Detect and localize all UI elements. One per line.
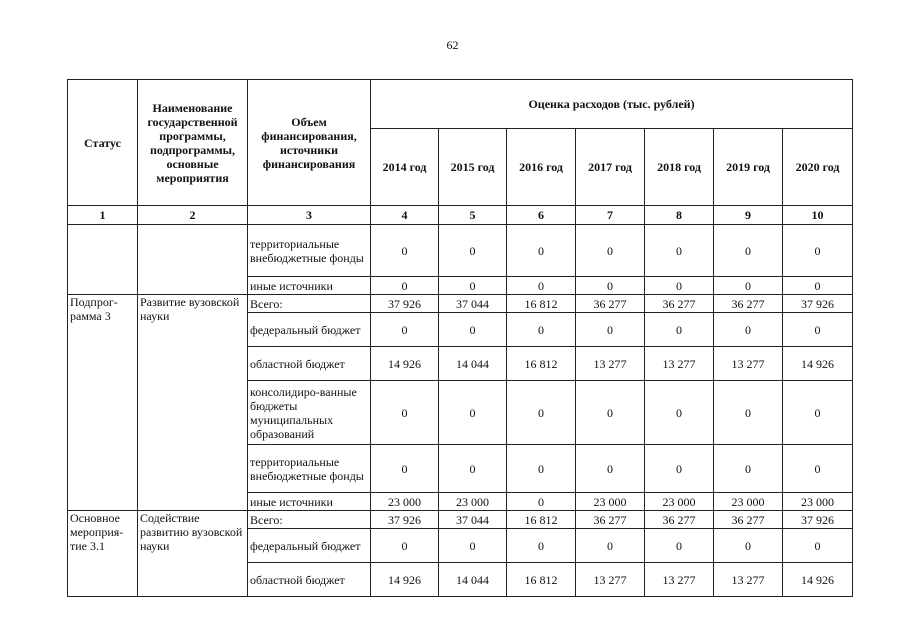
value-cell: 0: [714, 225, 783, 277]
value-cell: 13 277: [714, 347, 783, 381]
source-cell: иные источники: [248, 493, 371, 511]
value-cell: 0: [507, 277, 576, 295]
budget-table: [67, 79, 853, 597]
value-cell: 14 926: [783, 563, 853, 597]
value-cell: 0: [714, 313, 783, 347]
value-cell: 0: [783, 277, 853, 295]
table-header: [68, 80, 853, 225]
source-cell: иные источники: [248, 277, 371, 295]
value-cell: 37 926: [371, 511, 439, 529]
value-cell: 37 044: [439, 295, 507, 313]
source-cell: территориальные внебюджетные фонды: [248, 225, 371, 277]
value-cell: 0: [507, 445, 576, 493]
column-number: 6: [507, 206, 576, 225]
value-cell: 0: [645, 225, 714, 277]
source-cell: консолидиро-ванные бюджеты муниципальных образований: [248, 381, 371, 445]
source-cell: областной бюджет: [248, 347, 371, 381]
page-number: 62: [446, 38, 459, 52]
value-cell: 0: [576, 445, 645, 493]
value-cell: 0: [507, 493, 576, 511]
value-cell: 14 926: [371, 563, 439, 597]
value-cell: 37 044: [439, 511, 507, 529]
program-name-cell: Содействие развитию вузовской науки: [138, 511, 248, 597]
header-year: 2019 год: [714, 129, 783, 206]
status-cell: [68, 225, 138, 295]
value-cell: 0: [645, 277, 714, 295]
value-cell: 37 926: [783, 295, 853, 313]
value-cell: 0: [371, 277, 439, 295]
value-cell: 16 812: [507, 563, 576, 597]
header-financing-volume: Объем финансирования, источники финансирования: [248, 80, 371, 206]
value-cell: 0: [576, 313, 645, 347]
value-cell: 36 277: [645, 511, 714, 529]
value-cell: 13 277: [576, 347, 645, 381]
header-year: 2020 год: [783, 129, 853, 206]
value-cell: 36 277: [576, 511, 645, 529]
value-cell: 0: [439, 445, 507, 493]
value-cell: 0: [371, 381, 439, 445]
value-cell: 16 812: [507, 511, 576, 529]
value-cell: 0: [371, 313, 439, 347]
status-cell: Подпрог-рамма 3: [68, 295, 138, 511]
value-cell: 14 044: [439, 563, 507, 597]
value-cell: 0: [783, 381, 853, 445]
table-body: [68, 225, 853, 597]
source-cell: областной бюджет: [248, 563, 371, 597]
source-cell: Всего:: [248, 295, 371, 313]
column-number: 9: [714, 206, 783, 225]
value-cell: 0: [371, 529, 439, 563]
program-name-cell: [138, 225, 248, 295]
value-cell: 36 277: [714, 511, 783, 529]
value-cell: 23 000: [576, 493, 645, 511]
column-number: 1: [68, 206, 138, 225]
value-cell: 0: [439, 277, 507, 295]
value-cell: 0: [783, 225, 853, 277]
value-cell: 0: [371, 225, 439, 277]
source-cell: федеральный бюджет: [248, 529, 371, 563]
table-row: [68, 225, 853, 277]
value-cell: 0: [439, 381, 507, 445]
source-cell: Всего:: [248, 511, 371, 529]
value-cell: 0: [439, 225, 507, 277]
value-cell: 0: [645, 529, 714, 563]
value-cell: 0: [714, 277, 783, 295]
value-cell: 0: [507, 381, 576, 445]
value-cell: 16 812: [507, 347, 576, 381]
value-cell: 13 277: [576, 563, 645, 597]
source-cell: федеральный бюджет: [248, 313, 371, 347]
value-cell: 0: [507, 225, 576, 277]
column-number: 7: [576, 206, 645, 225]
value-cell: 23 000: [645, 493, 714, 511]
value-cell: 23 000: [783, 493, 853, 511]
value-cell: 13 277: [714, 563, 783, 597]
value-cell: 0: [714, 529, 783, 563]
header-year: 2017 год: [576, 129, 645, 206]
column-number: 4: [371, 206, 439, 225]
column-number: 10: [783, 206, 853, 225]
column-number: 8: [645, 206, 714, 225]
value-cell: 13 277: [645, 347, 714, 381]
header-status: Статус: [68, 80, 138, 206]
value-cell: 37 926: [371, 295, 439, 313]
value-cell: 0: [645, 313, 714, 347]
value-cell: 0: [645, 381, 714, 445]
value-cell: 0: [371, 445, 439, 493]
value-cell: 0: [783, 313, 853, 347]
value-cell: 0: [576, 277, 645, 295]
header-year: 2015 год: [439, 129, 507, 206]
value-cell: 0: [439, 529, 507, 563]
value-cell: 0: [783, 445, 853, 493]
table-row: [68, 295, 853, 313]
column-number: 2: [138, 206, 248, 225]
value-cell: 0: [576, 225, 645, 277]
value-cell: 14 926: [783, 347, 853, 381]
value-cell: 0: [714, 445, 783, 493]
table-row: [68, 511, 853, 529]
value-cell: 13 277: [645, 563, 714, 597]
header-year: 2016 год: [507, 129, 576, 206]
column-number: 3: [248, 206, 371, 225]
value-cell: 14 044: [439, 347, 507, 381]
value-cell: 37 926: [783, 511, 853, 529]
header-program-name: Наименование государственной программы, подпрограммы, основные мероприятия: [138, 80, 248, 206]
value-cell: 0: [439, 313, 507, 347]
value-cell: 0: [645, 445, 714, 493]
value-cell: 16 812: [507, 295, 576, 313]
header-year: 2018 год: [645, 129, 714, 206]
value-cell: 36 277: [714, 295, 783, 313]
value-cell: 0: [507, 529, 576, 563]
value-cell: 14 926: [371, 347, 439, 381]
header-year: 2014 год: [371, 129, 439, 206]
value-cell: 0: [576, 381, 645, 445]
value-cell: 0: [783, 529, 853, 563]
value-cell: 36 277: [576, 295, 645, 313]
column-number: 5: [439, 206, 507, 225]
value-cell: 23 000: [371, 493, 439, 511]
program-name-cell: Развитие вузовской науки: [138, 295, 248, 511]
value-cell: 0: [714, 381, 783, 445]
source-cell: территориальные внебюджетные фонды: [248, 445, 371, 493]
value-cell: 0: [576, 529, 645, 563]
header-expense-estimate: Оценка расходов (тыс. рублей): [371, 80, 853, 129]
value-cell: 23 000: [714, 493, 783, 511]
value-cell: 23 000: [439, 493, 507, 511]
status-cell: Основное мероприя-тие 3.1: [68, 511, 138, 597]
value-cell: 0: [507, 313, 576, 347]
value-cell: 36 277: [645, 295, 714, 313]
